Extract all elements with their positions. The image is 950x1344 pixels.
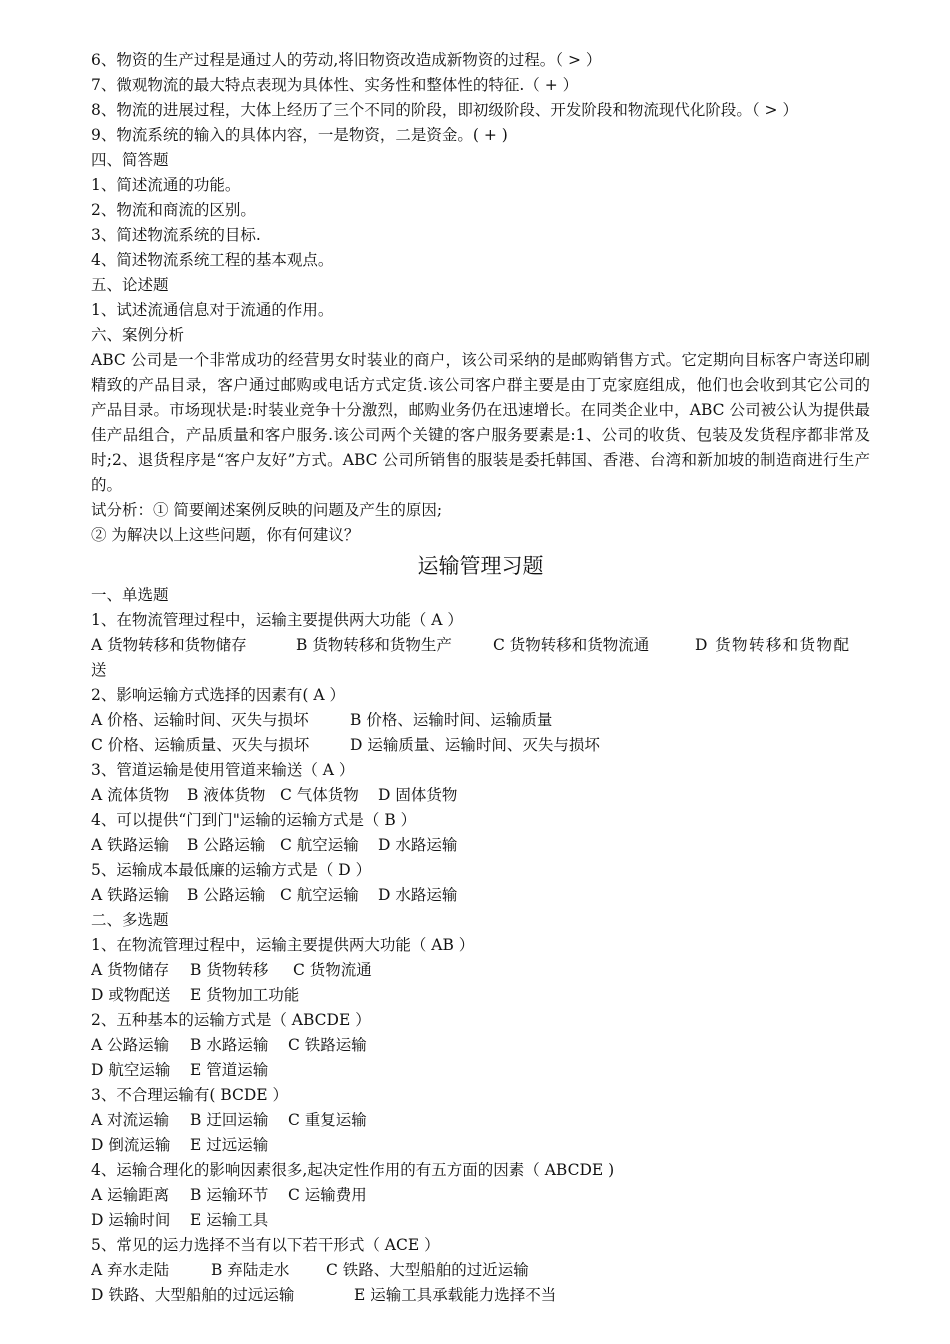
option-d: D 固体货物 [378,786,458,804]
single-question-4: 4、可以提供“门到门"运输的运输方式是（ B ） [91,811,417,829]
true-false-item-8: 8、物流的进展过程，大体上经历了三个不同的阶段，即初级阶段、开发阶段和物流现代化阶段。（ > ） [91,101,798,119]
option-d: D 水路运输 [378,836,458,854]
multi-q4-options-line1 [91,1183,870,1208]
short-answer-heading: 四、简答题 [91,151,169,169]
option-c: C 重复运输 [288,1111,367,1129]
option-c: C 货物流通 [293,961,372,979]
option-b: B 水路运输 [190,1036,269,1054]
short-answer-item: 1、简述流通的功能。 [91,176,241,194]
option-c: C 航空运输 [280,836,359,854]
multi-q1-options-line1 [91,958,870,983]
single-question-3: 3、管道运输是使用管道来输送（ A ） [91,761,355,779]
short-answer-item: 4、简述物流系统工程的基本观点。 [91,251,334,269]
case-heading: 六、案例分析 [91,326,185,344]
option-e: E 货物加工功能 [190,986,300,1004]
option-a: A 价格、运输时间、灭失与损坏 [91,711,309,729]
case-question-1: 试分析：① 简要阐述案例反映的问题及产生的原因; [91,501,443,519]
option-d: D 或物配送 [91,986,171,1004]
single-q3-options [91,783,870,808]
true-false-item-6: 6、物资的生产过程是通过人的劳动,将旧物资改造成新物资的过程。（ > ） [91,51,602,69]
option-b: B 货物转移 [190,961,269,979]
case-question-2: ② 为解决以上这些问题，你有何建议？ [91,526,360,544]
option-e: E 管道运输 [190,1061,269,1079]
option-a: A 铁路运输 [91,886,170,904]
option-b: B 液体货物 [187,786,266,804]
option-a: A 运输距离 [91,1186,170,1204]
multi-question-2: 2、五种基本的运输方式是（ ABCDE ） [91,1011,371,1029]
true-false-item-9: 9、物流系统的输入的具体内容，一是物资，二是资金。( + ) [91,126,508,144]
essay-heading: 五、论述题 [91,276,169,294]
multi-question-3: 3、不合理运输有( BCDE ） [91,1086,289,1104]
option-b: B 价格、运输时间、运输质量 [350,711,553,729]
option-b: B 货物转移和货物生产 [296,636,452,654]
multi-q3-options-line1 [91,1108,870,1133]
option-d: D 货物转移和货物配 [695,636,851,654]
option-b: B 弃陆走水 [211,1261,290,1279]
option-d: D 运输时间 [91,1211,171,1229]
option-a: A 铁路运输 [91,836,170,854]
option-e: E 运输工具承载能力选择不当 [354,1286,557,1304]
multi-question-1: 1、在物流管理过程中，运输主要提供两大功能（ AB ） [91,936,475,954]
option-c: C 铁路、大型船舶的过近运输 [326,1261,529,1279]
option-e: E 过远运输 [190,1136,269,1154]
true-false-item-7: 7、微观物流的最大特点表现为具体性、实务性和整体性的特征.（ + ） [91,76,579,94]
option-a: A 货物转移和货物储存 [91,636,247,654]
multi-question-4: 4、运输合理化的影响因素很多,起决定性作用的有五方面的因素（ ABCDE ) [91,1161,615,1179]
single-question-5: 5、运输成本最低廉的运输方式是（ D ） [91,861,372,879]
option-c: C 航空运输 [280,886,359,904]
single-question-1: 1、在物流管理过程中，运输主要提供两大功能（ A ） [91,611,463,629]
multi-q2-options-line2 [91,1058,870,1083]
option-d: D 铁路、大型船舶的过远运输 [91,1286,295,1304]
multi-q1-options-line2 [91,983,870,1008]
option-e: E 运输工具 [190,1211,269,1229]
single-question-2: 2、影响运输方式选择的因素有( A ） [91,686,345,704]
option-a: A 流体货物 [91,786,170,804]
option-a: A 对流运输 [91,1111,170,1129]
multi-choice-heading: 二、多选题 [91,911,169,929]
option-d: D 水路运输 [378,886,458,904]
single-choice-heading: 一、单选题 [91,586,169,604]
multi-q3-options-line2 [91,1133,870,1158]
option-d: D 航空运输 [91,1061,171,1079]
option-c: C 运输费用 [288,1186,367,1204]
single-q2-options-line2 [91,733,870,758]
single-q1-option-wrap: 送 [91,661,107,679]
single-q1-options [91,633,870,658]
option-d: D 倒流运输 [91,1136,171,1154]
option-c: C 气体货物 [280,786,359,804]
option-b: B 公路运输 [187,886,266,904]
single-q5-options [91,883,870,908]
option-c: C 价格、运输质量、灭失与损坏 [91,736,310,754]
multi-q5-options-line2 [91,1283,870,1308]
option-b: B 运输环节 [190,1186,269,1204]
multi-question-5: 5、常见的运力选择不当有以下若干形式（ ACE ） [91,1236,440,1254]
case-paragraph: ABC 公司是一个非常成功的经营男女时装业的商户，该公司采纳的是邮购销售方式。它定期向目标客户寄送印刷精致的产品目录，客户通过邮购或电话方式定货.该公司客户群主要是由丁克家庭组成，他们也会收到其它公司的产品目录。市场现状是:时装业竞争十分激烈，邮购业务仍在迅速增长。在同类企业中，ABC 公司被公认为提供最佳产品组合，产品质量和客户服务.该公司两个关键的客户服务要素是:1、公司的收货、包装及发货程序都非常及时;2、退货程序是“客户友好”方式。ABC 公司所销售的服装是委托韩国、香港、台湾和新加坡的制造商进行生产的。 [91,351,870,494]
option-b: B 迂回运输 [190,1111,269,1129]
short-answer-item: 2、物流和商流的区别。 [91,201,256,219]
option-a: A 货物储存 [91,961,170,979]
section-title: 运输管理习题 [417,554,544,578]
option-a: A 公路运输 [91,1036,170,1054]
single-q2-options-line1 [91,708,870,733]
option-b: B 公路运输 [187,836,266,854]
option-a: A 弃水走陆 [91,1261,170,1279]
single-q4-options [91,833,870,858]
multi-q5-options-line1 [91,1258,870,1283]
essay-item: 1、试述流通信息对于流通的作用。 [91,301,334,319]
option-c: C 货物转移和货物流通 [493,636,650,654]
short-answer-item: 3、简述物流系统的目标. [91,226,261,244]
multi-q4-options-line2 [91,1208,870,1233]
option-d: D 运输质量、运输时间、灭失与损坏 [350,736,600,754]
multi-q2-options-line1 [91,1033,870,1058]
option-c: C 铁路运输 [288,1036,367,1054]
